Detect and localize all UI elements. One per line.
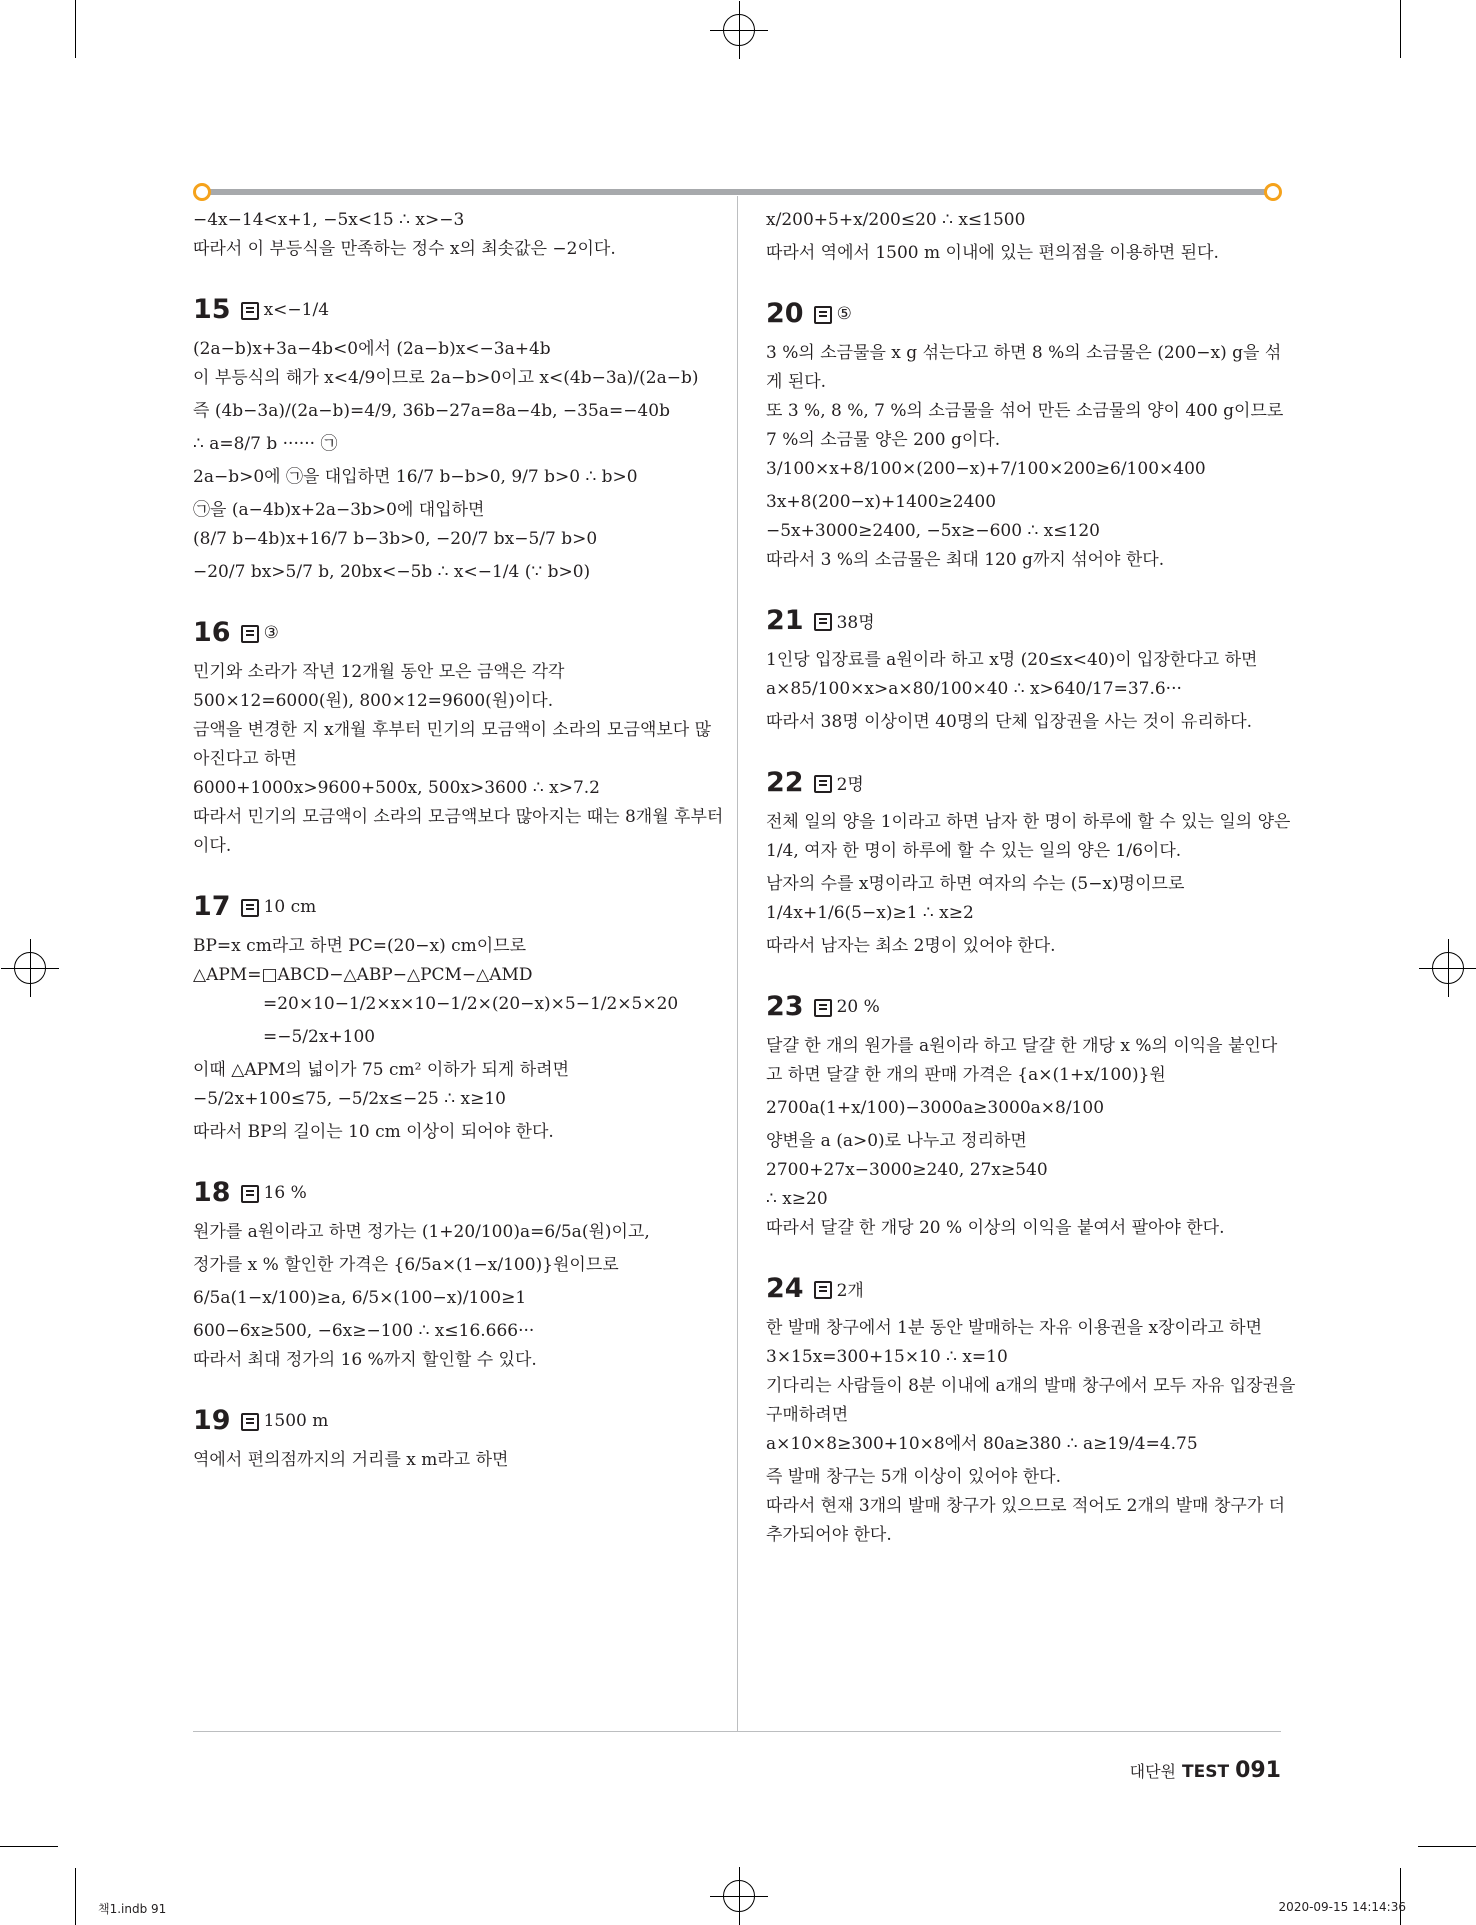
text-line: 600−6x≥500, −6x≥−100 ∴ x≤16.666··· (193, 1321, 535, 1341)
problem-number: 23 (766, 991, 804, 1022)
answer: ⑤ (836, 303, 852, 324)
problem-24-header (766, 1273, 1326, 1304)
text-line: 한 발매 창구에서 1분 동안 발매하는 자유 이용권을 x장이라고 하면 (766, 1318, 1263, 1338)
problem-number: 18 (193, 1177, 231, 1208)
problem-16-header (193, 617, 753, 648)
text-line: 따라서 BP의 길이는 10 cm 이상이 되어야 한다. (193, 1122, 554, 1142)
text-line: x/200+5+x/200≤20 ∴ x≤1500 (766, 210, 1026, 230)
text-line: 따라서 역에서 1500 m 이내에 있는 편의점을 이용하면 된다. (766, 243, 1219, 263)
text-line: (8/7 b−4b)x+16/7 b−3b>0, −20/7 bx−5/7 b>0 (193, 529, 598, 549)
text-line: ∴ x≥20 (766, 1189, 828, 1209)
text-line: a×85/100×x>a×80/100×40 ∴ x>640/17=37.6··· (766, 679, 1182, 699)
answer: ③ (263, 622, 279, 643)
registration-mark-icon (1432, 952, 1464, 984)
answer-icon (241, 899, 259, 917)
text-line: 구매하려면 (766, 1405, 849, 1425)
text-line: 따라서 남자는 최소 2명이 있어야 한다. (766, 936, 1056, 956)
answer: x<−1/4 (263, 299, 330, 320)
text-line: 아진다고 하면 (193, 749, 297, 769)
text-line: 양변을 a (a>0)로 나누고 정리하면 (766, 1131, 1027, 1151)
text-line: =20×10−1/2×x×10−1/2×(20−x)×5−1/2×5×20 (263, 994, 679, 1014)
text-line: 남자의 수를 x명이라고 하면 여자의 수는 (5−x)명이므로 (766, 874, 1185, 894)
text-line: 역에서 편의점까지의 거리를 x m라고 하면 (193, 1450, 509, 1470)
text-line: 2700a(1+x/100)−3000a≥3000a×8/100 (766, 1098, 1105, 1118)
answer: 20 % (836, 996, 880, 1017)
answer-icon (814, 999, 832, 1017)
text-line: 2a−b>0에 ㉠을 대입하면 16/7 b−b>0, 9/7 b>0 ∴ b>0 (193, 467, 638, 487)
left-column (193, 210, 753, 1479)
text-line: 원가를 a원이라고 하면 정가는 (1+20/100)a=6/5a(원)이고, (193, 1222, 650, 1242)
text-line: 6000+1000x>9600+500x, 500x>3600 ∴ x>7.2 (193, 778, 600, 798)
text-line: 달걀 한 개의 원가를 a원이라 하고 달걀 한 개당 x %의 이익을 붙인다 (766, 1036, 1278, 1056)
crop-mark (75, 1868, 76, 1925)
text-line: ㉠을 (a−4b)x+2a−3b>0에 대입하면 (193, 500, 485, 520)
text-line: −5/2x+100≤75, −5/2x≤−25 ∴ x≥10 (193, 1089, 506, 1109)
text-line: BP=x cm라고 하면 PC=(20−x) cm이므로 (193, 936, 527, 956)
text-line: 또 3 %, 8 %, 7 %의 소금물을 섞어 만든 소금물의 양이 400 g이므로 (766, 401, 1284, 421)
text-line: =−5/2x+100 (263, 1027, 376, 1047)
text-line: 고 하면 달걀 한 개의 판매 가격은 {a×(1+x/100)}원 (766, 1065, 1166, 1085)
text-line: 추가되어야 한다. (766, 1525, 892, 1545)
text-line: 민기와 소라가 작년 12개월 동안 모은 금액은 각각 (193, 662, 565, 682)
problem-number: 24 (766, 1273, 804, 1304)
problem-number: 19 (193, 1405, 231, 1436)
text-line: 3x+8(200−x)+1400≥2400 (766, 492, 997, 512)
text-line: a×10×8≥300+10×8에서 80a≥380 ∴ a≥19/4=4.75 (766, 1434, 1198, 1454)
text-line: △APM=□ABCD−△ABP−△PCM−△AMD (193, 965, 533, 985)
text-line: 6/5a(1−x/100)≥a, 6/5×(100−x)/100≥1 (193, 1288, 527, 1308)
text-line: 게 된다. (766, 372, 827, 392)
text-line: 즉 발매 창구는 5개 이상이 있어야 한다. (766, 1467, 1061, 1487)
answer-icon (241, 625, 259, 643)
answer-icon (241, 302, 259, 320)
text-line: 500×12=6000(원), 800×12=9600(원)이다. (193, 691, 554, 711)
answer: 38명 (836, 613, 875, 633)
slug-file: 책1.indb 91 (98, 1902, 167, 1916)
text-line: 3×15x=300+15×10 ∴ x=10 (766, 1347, 1008, 1367)
text-line: (2a−b)x+3a−4b<0에서 (2a−b)x<−3a+4b (193, 339, 551, 359)
header-rule (203, 189, 1273, 195)
right-column (766, 210, 1326, 1554)
crop-mark (1400, 0, 1401, 58)
text-line: 2700+27x−3000≥240, 27x≥540 (766, 1160, 1048, 1180)
bottom-rule (193, 1731, 1281, 1732)
problem-18-header (193, 1177, 753, 1208)
registration-mark-icon (14, 952, 46, 984)
problem-17-header (193, 891, 753, 922)
registration-mark-icon (723, 1880, 755, 1912)
problem-20-header (766, 298, 1326, 329)
text-line: −5x+3000≥2400, −5x≥−600 ∴ x≤120 (766, 521, 1100, 541)
text-line: 따라서 38명 이상이면 40명의 단체 입장권을 사는 것이 유리하다. (766, 712, 1253, 732)
problem-19-header (193, 1405, 753, 1436)
problem-21-header (766, 605, 1326, 636)
text-line: 3 %의 소금물을 x g 섞는다고 하면 8 %의 소금물은 (200−x) g을 섞 (766, 343, 1282, 363)
text-line: 이때 △APM의 넓이가 75 cm² 이하가 되게 하려면 (193, 1060, 570, 1080)
text-line: 7 %의 소금물 양은 200 g이다. (766, 430, 1001, 450)
header-ring-right-icon (1264, 183, 1282, 201)
text-line: −20/7 bx>5/7 b, 20bx<−5b ∴ x<−1/4 (∵ b>0) (193, 562, 591, 582)
problem-number: 21 (766, 605, 804, 636)
text-line: 이다. (193, 836, 232, 856)
answer-icon (814, 306, 832, 324)
crop-mark (75, 0, 76, 58)
text-line: 전체 일의 양을 1이라고 하면 남자 한 명이 하루에 할 수 있는 일의 양은 (766, 812, 1291, 832)
text-line: 금액을 변경한 지 x개월 후부터 민기의 모금액이 소라의 모금액보다 많 (193, 720, 712, 740)
answer-icon (241, 1413, 259, 1431)
answer: 2명 (836, 775, 864, 795)
text-line: 따라서 민기의 모금액이 소라의 모금액보다 많아지는 때는 8개월 후부터 (193, 807, 724, 827)
text-line: 1인당 입장료를 a원이라 하고 x명 (20≤x<40)이 입장한다고 하면 (766, 650, 1258, 670)
text-line: 따라서 최대 정가의 16 %까지 할인할 수 있다. (193, 1350, 537, 1370)
answer-icon (814, 775, 832, 793)
crop-mark (1418, 1846, 1476, 1847)
page-footer (1130, 1758, 1281, 1783)
answer: 16 % (263, 1182, 307, 1203)
problem-22-header (766, 767, 1326, 798)
problem-number: 22 (766, 767, 804, 798)
text-line: 따라서 3 %의 소금물은 최대 120 g까지 섞어야 한다. (766, 550, 1165, 570)
text-line: 이 부등식의 해가 x<4/9이므로 2a−b>0이고 x<(4b−3a)/(2a−b) (193, 368, 699, 388)
crop-mark (0, 1846, 58, 1847)
problem-number: 20 (766, 298, 804, 329)
text-line: −4x−14<x+1, −5x<15 ∴ x>−3 (193, 210, 465, 230)
header-ring-left-icon (193, 183, 211, 201)
problem-23-header (766, 991, 1326, 1022)
crop-mark (1400, 1868, 1401, 1925)
text-line: 따라서 달걀 한 개당 20 % 이상의 이익을 붙여서 팔아야 한다. (766, 1218, 1225, 1238)
problem-15-header (193, 294, 753, 325)
text-line: 즉 (4b−3a)/(2a−b)=4/9, 36b−27a=8a−4b, −35a=−40b (193, 401, 670, 421)
text-line: ∴ a=8/7 b ······ ㉠ (193, 434, 338, 454)
answer-icon (814, 1281, 832, 1299)
answer: 2개 (836, 1281, 864, 1301)
text-line: 따라서 이 부등식을 만족하는 정수 x의 최솟값은 −2이다. (193, 239, 616, 259)
footer-test: TEST (1182, 1762, 1230, 1782)
answer: 1500 m (263, 1410, 329, 1431)
text-line: 정가를 x % 할인한 가격은 {6/5a×(1−x/100)}원이므로 (193, 1255, 619, 1275)
answer: 10 cm (263, 896, 317, 917)
registration-mark-icon (723, 14, 755, 46)
problem-number: 15 (193, 294, 231, 325)
text-line: 1/4x+1/6(5−x)≥1 ∴ x≥2 (766, 903, 974, 923)
text-line: 1/4, 여자 한 명이 하루에 할 수 있는 일의 양은 1/6이다. (766, 841, 1182, 861)
text-line: 3/100×x+8/100×(200−x)+7/100×200≥6/100×400 (766, 459, 1206, 479)
answer-icon (241, 1185, 259, 1203)
answer-icon (814, 613, 832, 631)
problem-number: 16 (193, 617, 231, 648)
problem-number: 17 (193, 891, 231, 922)
slug-date: 2020-09-15 14:14:36 (1278, 1900, 1406, 1914)
text-line: 기다리는 사람들이 8분 이내에 a개의 발매 창구에서 모두 자유 입장권을 (766, 1376, 1296, 1396)
text-line: 따라서 현재 3개의 발매 창구가 있으므로 적어도 2개의 발매 창구가 더 (766, 1496, 1286, 1516)
footer-label: 대단원 (1129, 1762, 1176, 1781)
page-number: 091 (1235, 1758, 1281, 1783)
